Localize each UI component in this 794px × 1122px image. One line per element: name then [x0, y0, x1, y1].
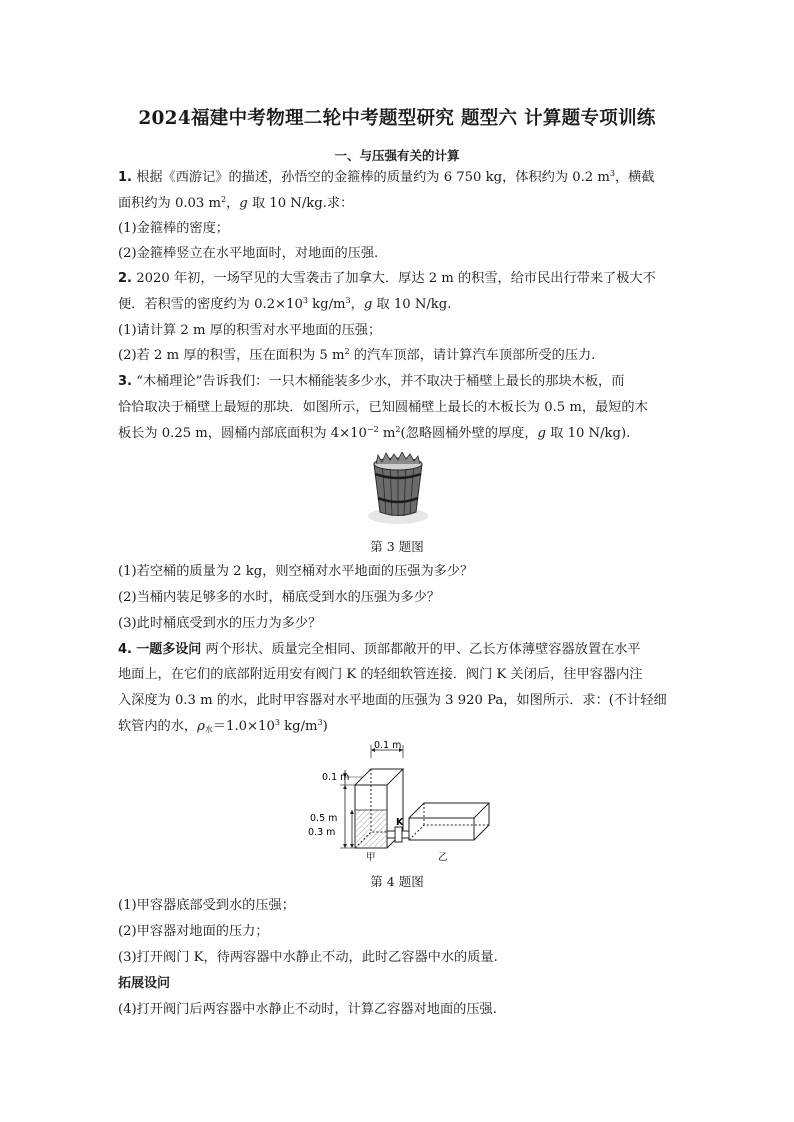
q2-sup-2: 3 — [345, 296, 351, 305]
q3-text-3d: 取 10 N/kg). — [546, 426, 631, 441]
q4-rho-subscript: 水 — [204, 725, 213, 734]
q1-line-2 — [118, 195, 353, 213]
fig-label-top-width: 0.1 m — [374, 740, 402, 751]
page-title: 2024福建中考物理二轮中考题型研究 题型六 计算题专项训练 — [138, 108, 656, 129]
q3-text-3a: 板长为 0.25 m，圆桶内部底面积为 4×10 — [118, 426, 367, 441]
q4-text-4d: ) — [322, 719, 328, 734]
q4-part-3: (3)打开阀门 K，待两容器中水静止不动，此时乙容器中水的质量. — [118, 950, 498, 965]
q4-sup-2: 3 — [317, 718, 323, 727]
q3-part-1: (1)若空桶的质量为 2 kg，则空桶对水平地面的压强为多少？ — [118, 564, 474, 579]
wooden-bucket-figure — [362, 452, 434, 528]
q2-g-symbol: g — [363, 297, 373, 312]
q3-text-3b: m — [378, 426, 396, 441]
q4-text-1: 两个形状、质量完全相同、顶部都敞开的甲、乙长方体薄壁容器放置在水平 — [201, 642, 641, 657]
q3-line-2: 恰恰取决于桶壁上最短的那块．如图所示，已知圆桶壁上最长的木板长为 0.5 m，最短的木 — [118, 400, 648, 415]
q4-part-1: (1)甲容器底部受到水的压强； — [118, 898, 295, 913]
q4-line-1 — [118, 641, 641, 659]
q1-sup-2: 2 — [221, 195, 227, 204]
q3-sup-1: −2 — [366, 425, 379, 434]
q2-text-1: 2020 年初，一场罕见的大雪袭击了加拿大．厚达 2 m 的积雪，给市民出行带来了极大不 — [136, 271, 656, 286]
q4-part-2: (2)甲容器对地面的压力； — [118, 924, 269, 939]
q3-text-3c: (忽略圆桶外壁的厚度， — [400, 426, 538, 441]
fig-label-total-height: 0.5 m — [310, 813, 338, 824]
q2-line-2 — [118, 296, 451, 314]
water-in-jia — [356, 810, 386, 847]
q4-number: 4. — [118, 642, 132, 657]
fig-label-valve: K — [396, 817, 404, 828]
q4-text-4c: kg/m — [279, 719, 318, 734]
q4-rho-symbol: ρ — [197, 719, 205, 734]
q1-part-1: (1)金箍棒的密度； — [118, 221, 229, 236]
q1-text-1: 根据《西游记》的描述，孙悟空的金箍棒的质量约为 6 750 kg，体积约为 0.2 m — [136, 170, 610, 185]
containers-figure — [300, 740, 500, 864]
container-yi — [409, 803, 489, 840]
figure-4-caption: 第 4 题图 — [370, 874, 424, 889]
q3-text-1: “木桶理论”告诉我们：一只木桶能装多少水，并不取决于桶壁上最长的那块木板，而 — [136, 374, 625, 389]
figure-3-caption: 第 3 题图 — [370, 539, 424, 554]
q3-number: 3. — [118, 374, 132, 389]
q3-part-2: (2)当桶内装足够多的水时，桶底受到水的压强为多少？ — [118, 590, 440, 605]
q2-part-2b: 的汽车顶部，请计算汽车顶部所受的压力. — [349, 348, 596, 363]
q2-part-2 — [118, 347, 595, 365]
extension-heading: 拓展设问 — [118, 976, 171, 991]
q2-text-2a: 便．若积雪的密度约为 0.2×10 — [118, 297, 303, 312]
q1-g-symbol: g — [239, 196, 248, 211]
q3-sup-2: 2 — [395, 425, 401, 434]
q2-part-2a: (2)若 2 m 厚的积雪，压在面积为 5 m — [118, 348, 345, 363]
valve-k — [395, 827, 402, 842]
fig-label-jia: 甲 — [366, 852, 376, 863]
q3-g-symbol: g — [537, 426, 546, 441]
q3-line-3 — [118, 425, 630, 443]
q2-part-2-sup: 2 — [344, 347, 350, 356]
q2-number: 2. — [118, 271, 132, 286]
q4-line-4 — [118, 718, 328, 736]
q2-line-1 — [118, 270, 656, 288]
q1-line-1 — [118, 169, 655, 187]
q4-tag: 一题多设问 — [136, 642, 202, 657]
q1-text-2b: ， — [226, 196, 240, 211]
q2-text-2d: 取 10 N/kg. — [372, 297, 452, 312]
fig-label-water-height: 0.3 m — [308, 827, 336, 838]
q4-text-4b: ＝1.0×10 — [212, 719, 275, 734]
q1-text-2c: 取 10 N/kg.求： — [247, 196, 354, 211]
fig-label-side-top: 0.1 m — [322, 772, 350, 783]
q3-part-3: (3)此时桶底受到水的压力为多少？ — [118, 616, 322, 631]
q2-text-2b: kg/m — [307, 297, 346, 312]
q1-text-2a: 面积约为 0.03 m — [118, 196, 222, 211]
section-heading: 一、与压强有关的计算 — [334, 148, 460, 163]
q4-line-2: 地面上，在它们的底部附近用安有阀门 K 的轻细软管连接．阀门 K 关闭后，往甲容器内注 — [118, 667, 643, 682]
q1-sup-1: 3 — [609, 169, 615, 178]
q1-number: 1. — [118, 170, 132, 185]
q4-line-3: 入深度为 0.3 m 的水，此时甲容器对水平地面的压强为 3 920 Pa，如图所示．求：(不计轻细 — [118, 693, 667, 708]
q2-part-1: (1)请计算 2 m 厚的积雪对水平地面的压强； — [118, 323, 382, 338]
q3-line-1 — [118, 373, 624, 391]
q2-text-2c: ， — [350, 297, 364, 312]
q4-sup-1: 3 — [274, 718, 280, 727]
q4-part-4: (4)打开阀门后两容器中水静止不动时，计算乙容器对地面的压强. — [118, 1002, 497, 1017]
fig-label-yi: 乙 — [438, 852, 448, 863]
q4-text-4a: 软管内的水， — [118, 719, 198, 734]
q1-part-2: (2)金箍棒竖立在水平地面时，对地面的压强. — [118, 246, 379, 261]
q2-sup-1: 3 — [302, 296, 308, 305]
q1-text-1b: ，横截 — [614, 170, 655, 185]
